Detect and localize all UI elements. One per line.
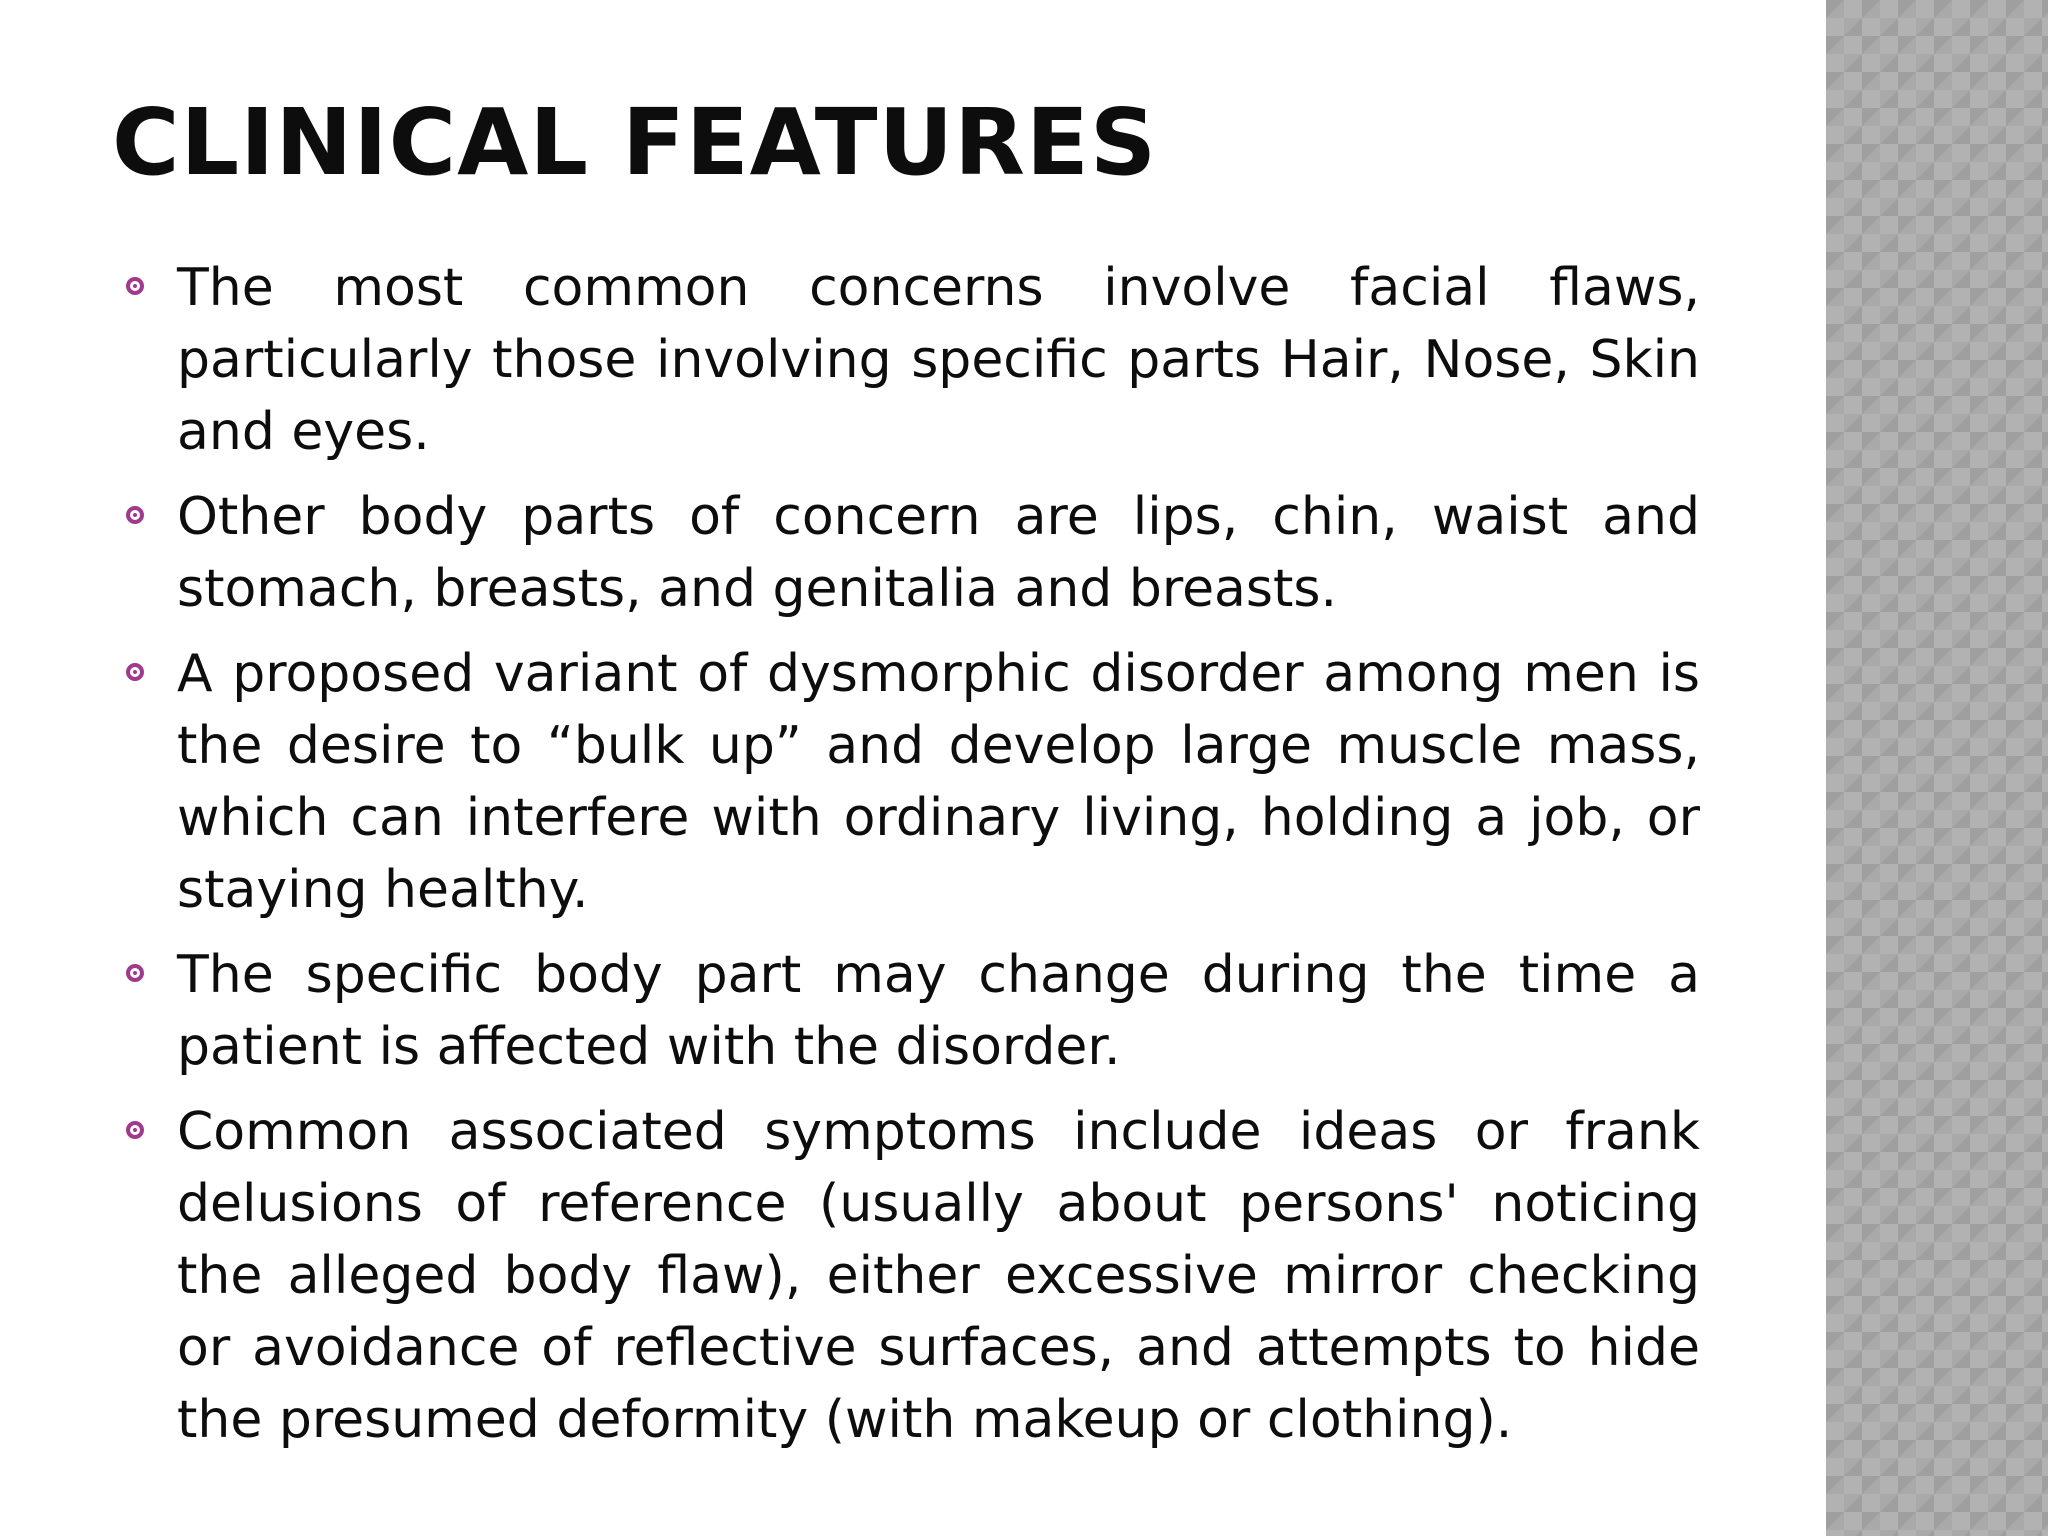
decorative-side-panel [1826, 0, 2048, 1536]
bullet-item [120, 638, 1700, 926]
circle-bullet-icon [126, 506, 144, 524]
bullet-text: Common associated symptoms include ideas or frank delusions of reference (usually about persons' noticing the alleged body flaw), either excessive mirror checking or avoidance of reflective surfaces, and attempts to hide the presumed deformity (with makeup or clothing). [177, 1102, 1700, 1450]
bullet-text: Other body parts of concern are lips, chin, waist and stomach, breasts, and genitalia and breasts. [177, 487, 1700, 619]
bullet-item [120, 481, 1700, 625]
circle-bullet-icon [126, 663, 144, 681]
circle-bullet-icon [126, 964, 144, 982]
bullet-list [120, 252, 1700, 1469]
bullet-text: The specific body part may change during the time a patient is affected with the disorder. [177, 945, 1700, 1077]
bullet-text: The most common concerns involve facial flaws, particularly those involving specific parts Hair, Nose, Skin and eyes. [177, 258, 1700, 462]
circle-bullet-icon [126, 277, 144, 295]
slide-title: CLINICAL FEATURES [112, 89, 1158, 196]
bullet-text: A proposed variant of dysmorphic disorder among men is the desire to “bulk up” and develop large muscle mass, which can interfere with ordinary living, holding a job, or staying healthy. [177, 644, 1700, 920]
circle-bullet-icon [126, 1121, 144, 1139]
bullet-item [120, 939, 1700, 1083]
bullet-item [120, 1096, 1700, 1456]
bullet-item [120, 252, 1700, 468]
